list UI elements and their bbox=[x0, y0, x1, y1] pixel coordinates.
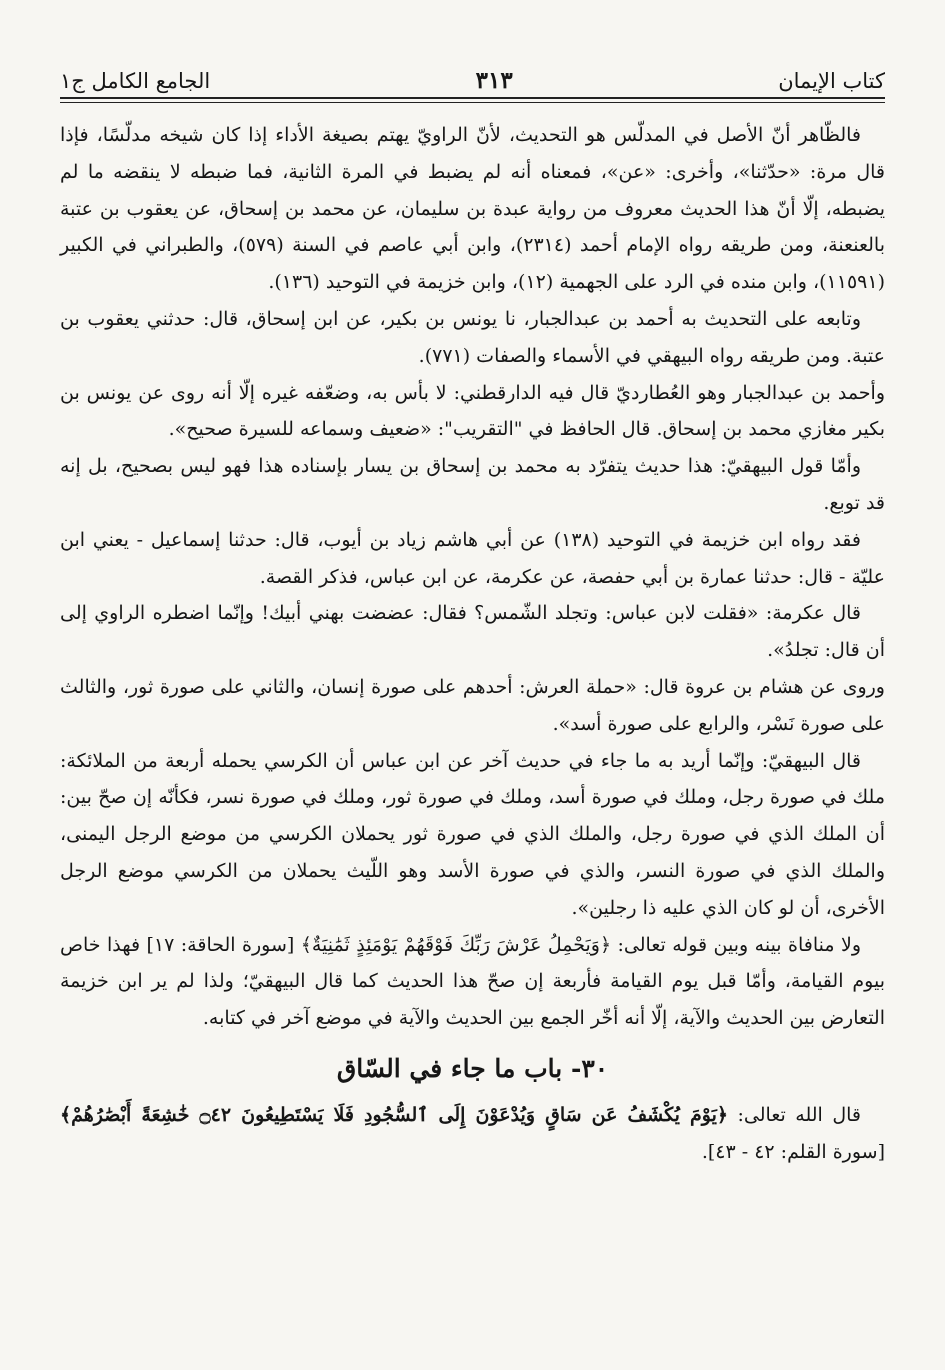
paragraph-2: وتابعه على التحديث به أحمد بن عبدالجبار، نا يونس بن بكير، عن ابن إسحاق، قال: حدثني يعقوب بن عتبة. ومن طريقه رواه البيهقي في الأسماء والصفات (٧٧١). bbox=[60, 307, 885, 367]
header-book-title: الجامع الكامل ج١ bbox=[60, 69, 211, 93]
paragraph-7: وروى عن هشام بن عروة قال: «حملة العرش: أحدهم على صورة إنسان، والثاني على صورة ثور، والثالث على صورة نَسْر، والرابع على صورة أسد». bbox=[60, 675, 885, 735]
paragraph-6: قال عكرمة: «فقلت لابن عباس: وتجلد الشّمس؟ فقال: عضضت بهني أبيك! وإنّما اضطره الراوي إلى أن قال: تجلدُ». bbox=[60, 602, 885, 662]
verse-reference: [سورة القلم: ٤٢ - ٤٣]. bbox=[701, 1140, 885, 1163]
paragraph-3: وأحمد بن عبدالجبار وهو العُطارديّ قال فيه الدارقطني: لا بأس به، وضعّفه غيره إلّا أنه روى عن يونس بن بكير مغازي محمد بن إسحاق. قال الحافظ في "التقريب": «ضعيف وسماعه للسيرة صحيح». bbox=[60, 381, 886, 441]
header-rule bbox=[60, 97, 885, 99]
paragraph-4: وأمّا قول البيهقيّ: هذا حديث يتفرّد به محمد بن إسحاق بن يسار بإسناده هذا فهو ليس بصحيح، بل إنه قد توبع. bbox=[60, 455, 885, 514]
paragraph-9: ولا منافاة بينه وبين قوله تعالى: ﴿وَيَحْمِلُ عَرْشَ رَبِّكَ فَوْقَهُمْ يَوْمَئِذٍ ثَمَٰنِيَةٌ﴾ [سورة الحاقة: ١٧] فهذا خاص بيوم القيامة، وأمّا قبل يوم القيامة فأربعة إن صحّ هذا الحديث كما قال البيهقيّ؛ ولذا لم ير ابن خزيمة التعارض بين الحديث والآية، إلّا أنه أخّر الجمع بين الحديث والآية في موضع آخر في كتابه. bbox=[60, 933, 885, 1030]
verse-intro: قال الله تعالى: bbox=[728, 1103, 862, 1126]
paragraph-8: قال البيهقيّ: وإنّما أريد به ما جاء في حديث آخر عن ابن عباس أن الكرسي يحمله أربعة من الملائكة: ملك في صورة رجل، وملك في صورة أسد، وملك في صورة ثور، وملك في صورة نسر، فكأنّه إن صحّ بين: أن الملك الذي في صورة رجل، والملك الذي في صورة ثور يحملان الكرسي من موضع الرجل اليمنى، والملك الذي في صورة النسر، والذي في صورة الأسد وهو اللّيث يحملان من الكرسي موضع الرجل الأخرى، أن لو كان الذي عليه ذا رجلين». bbox=[60, 749, 885, 919]
page-number: ٣١٣ bbox=[475, 67, 513, 94]
header-chapter-title: كتاب الإيمان bbox=[778, 69, 885, 93]
header-rule-thin bbox=[60, 102, 885, 103]
paragraph-verse bbox=[60, 1097, 885, 1171]
quran-verse: ﴿يَوْمَ يُكْشَفُ عَن سَاقٍ وَيُدْعَوْنَ إِلَى ٱلسُّجُودِ فَلَا يَسْتَطِيعُونَ ۝٤٢ خَٰشِعَةً أَبْصَٰرُهُمْ﴾ bbox=[60, 1103, 728, 1126]
page-body bbox=[60, 117, 885, 1171]
paragraph-5: فقد رواه ابن خزيمة في التوحيد (١٣٨) عن أبي هاشم زياد بن أيوب، قال: حدثنا إسماعيل - يعني ابن عليّة - قال: حدثنا عمارة بن أبي حفصة، عن عكرمة، عن ابن عباس، فذكر القصة. bbox=[60, 528, 885, 588]
chapter-heading: ٣٠- باب ما جاء في السّاق bbox=[336, 1053, 609, 1083]
page-header bbox=[60, 52, 885, 92]
paragraph-1: فالظّاهر أنّ الأصل في المدلّس هو التحديث، لأنّ الراويّ يهتم بصيغة الأداء إذا كان شيخه مدلّسًا، فإذا قال مرة: «حدّثنا»، وأخرى: «عن»، فمعناه أنه لم يضبط في المرة الثانية، فما ضبطه لا ينقضه ما لم يضبطه، إلّا أنّ هذا الحديث معروف من رواية عبدة بن سليمان، عن محمد بن إسحاق، عن يعقوب بن عتبة بالعنعنة، ومن طريقه رواه الإمام أحمد (٢٣١٤)، وابن أبي عاصم في السنة (٥٧٩)، والطبراني في الكبير (١١٥٩١)، وابن منده في الرد على الجهمية (١٢)، وابن خزيمة في التوحيد (١٣٦). bbox=[60, 124, 885, 294]
